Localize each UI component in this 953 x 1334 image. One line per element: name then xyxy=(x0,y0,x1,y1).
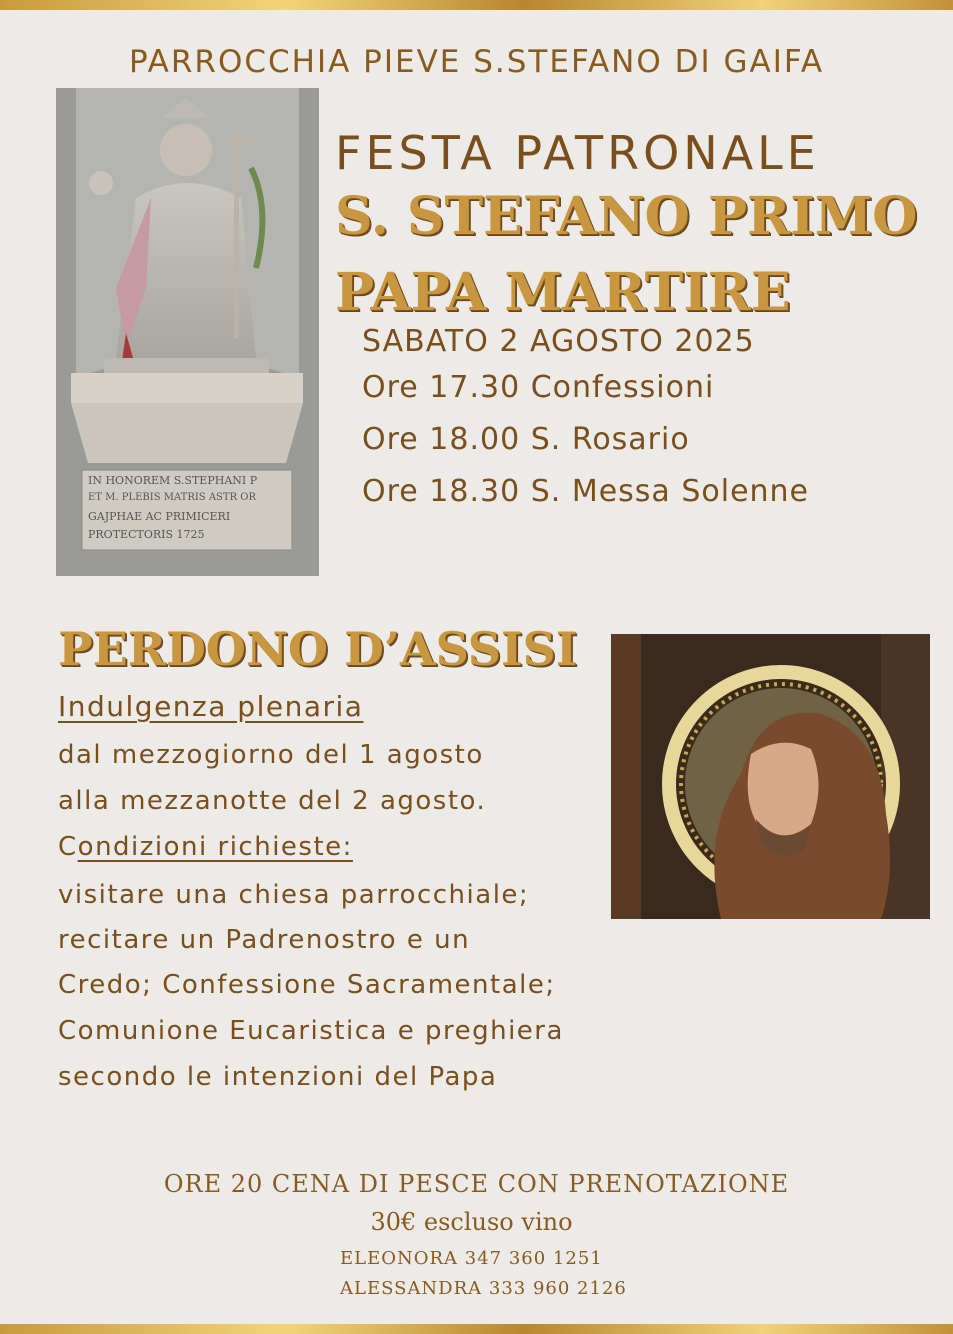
dinner-announcement: ORE 20 CENA DI PESCE CON PRENOTAZIONE xyxy=(163,1170,790,1198)
period-line: dal mezzogiorno del 1 agosto xyxy=(58,740,484,770)
period-line: alla mezzanotte del 2 agosto. xyxy=(58,786,487,816)
condition-line: secondo le intenzioni del Papa xyxy=(58,1062,498,1092)
condition-line: Credo; Confessione Sacramentale; xyxy=(58,970,556,1000)
contact-line: ALESSANDRA 333 960 2126 xyxy=(340,1278,627,1299)
inscription-line: GAJPHAE AC PRIMICERI xyxy=(88,510,231,523)
condition-line: recitare un Padrenostro e un xyxy=(58,925,471,955)
condizioni-initial: C xyxy=(58,832,78,862)
condizioni-heading xyxy=(58,832,353,862)
condizioni-rest: ondizioni richieste: xyxy=(77,832,353,862)
schedule-item: Ore 18.30 S. Messa Solenne xyxy=(362,474,810,509)
saint-francis-illustration xyxy=(611,634,930,919)
saint-francis-image xyxy=(611,634,930,919)
event-date: SABATO 2 AGOSTO 2025 xyxy=(362,324,755,359)
schedule-item: Ore 17.30 Confessioni xyxy=(362,370,715,405)
indulgenza-heading: Indulgenza plenaria xyxy=(58,690,364,723)
contact-line: ELEONORA 347 360 1251 xyxy=(340,1248,603,1269)
saint-name-line2: PAPA MARTIRE xyxy=(335,262,791,323)
perdono-title: PERDONO D’ASSISI xyxy=(58,622,578,676)
condition-line: visitare una chiesa parrocchiale; xyxy=(58,880,530,910)
statue-photo xyxy=(56,88,319,576)
parish-header: PARROCCHIA PIEVE S.STEFANO DI GAIFA xyxy=(128,44,825,80)
schedule-item: Ore 18.00 S. Rosario xyxy=(362,422,690,457)
inscription-line: ET M. PLEBIS MATRIS ASTR OR xyxy=(88,492,257,503)
condition-line: Comunione Eucaristica e preghiera xyxy=(58,1016,564,1046)
saint-name-line1: S. STEFANO PRIMO xyxy=(335,186,918,247)
bottom-gold-border xyxy=(0,1324,953,1334)
inscription-line: IN HONOREM S.STEPHANI P xyxy=(88,474,258,487)
top-gold-border xyxy=(0,0,953,10)
dinner-price: 30€ escluso vino xyxy=(370,1208,573,1236)
festa-title: FESTA PATRONALE xyxy=(335,126,820,180)
inscription-line: PROTECTORIS 1725 xyxy=(88,528,205,541)
